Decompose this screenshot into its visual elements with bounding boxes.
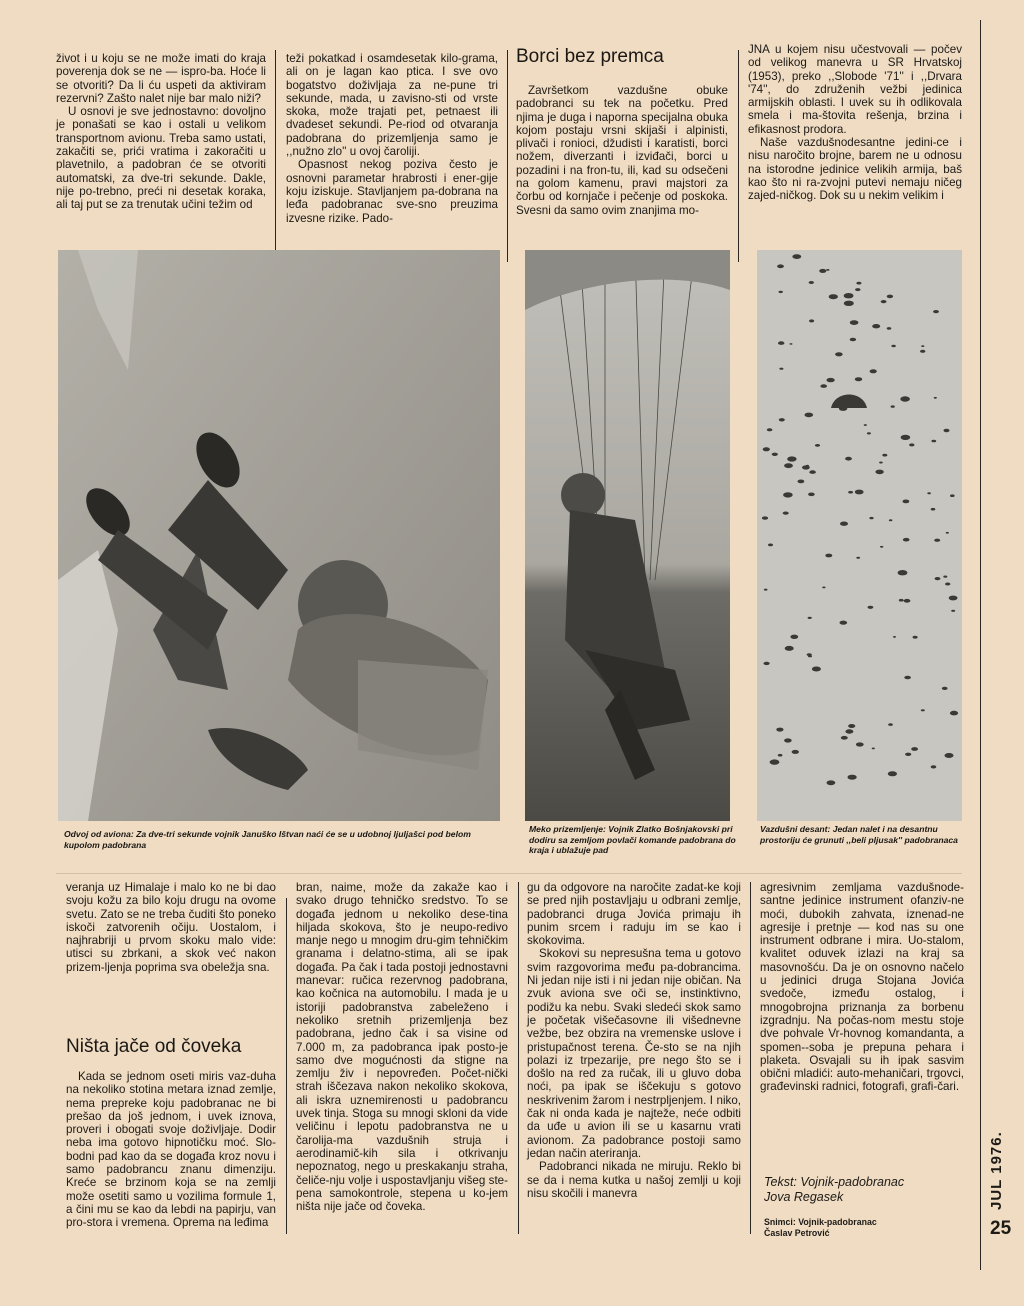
parachute-mark [845, 457, 852, 461]
paragraph: gu da odgovore na naročite zadat-ke koji se pred njih postavljaju u odbrani zemlje, padobranci druga Jovića primaju ih punim srcem i raduju im se kao i skokovima. [527, 881, 741, 948]
margin-rule [980, 20, 981, 1270]
parachute-mark [950, 711, 958, 716]
parachute-mark [869, 517, 873, 519]
parachute-mark [784, 738, 792, 742]
parachute-mark [882, 454, 887, 457]
parachute-mark [841, 736, 848, 740]
parachute-mark [945, 753, 954, 758]
parachute-mark [891, 405, 895, 407]
parachute-mark [779, 291, 783, 293]
parachute-mark [881, 300, 887, 303]
photo-caption-airborne: Vazdušni desant: Jedan nalet i na desantnu prostoriju će grunuti ,,beli pljusak'' padobranaca [760, 824, 958, 845]
top-column-2 [286, 52, 498, 225]
parachute-mark [879, 462, 883, 464]
column-rule [507, 50, 508, 262]
parachute-mark [891, 345, 895, 347]
parachute-mark [783, 492, 793, 497]
parachute-mark [840, 621, 848, 625]
paragraph: agresivnim zemljama vazdušnode-santne jedinice instrument ofanziv-ne moći, dubokih zahvata, iznenad-ne agresije i pretnje — kod nas su one instrument odbrane i mira. Uo-stalom, kvalitet oduvek izlazi na kraj sa masovnošću. Da je on osnovno načelo u jedinici druga Stojana Jovića svedoče, između ostalog, i mnogobrojna priznanja za borbenu izgradnju. Na počas-nom mestu stoje dve pohvale Vr-hovnog komandanta, a spomen--soba je prepuna pehara i plaketa. Osvajali su ih ipak sasvim obični mladići: auto-mehaničari, trgovci, građevinski radnici, fotografi, grafi-čari. [760, 881, 964, 1094]
parachute-mark [825, 554, 832, 558]
parachute-mark [944, 429, 950, 432]
bottom-column-3 [527, 881, 741, 1200]
parachute-mark [827, 780, 836, 785]
parachute-mark [893, 636, 896, 638]
parachute-mark [844, 301, 854, 306]
parachute-mark [820, 384, 827, 388]
parachute-mark [792, 750, 799, 754]
parachute-mark [856, 282, 861, 285]
parachute-mark [911, 747, 918, 751]
photo-credit-line-2: Časlav Petrović [764, 1228, 830, 1238]
parachute-mark [931, 440, 936, 443]
parachute-mark [848, 724, 855, 728]
parachute-mark [909, 443, 914, 446]
parachute-mark [945, 583, 950, 586]
parachute-mark [785, 646, 794, 651]
parachute-mark [931, 508, 936, 511]
parachute-mark [778, 754, 783, 757]
paragraph: Skokovi su nepresušna tema u gotovo svim razgovorima među pa-dobrancima. Ni jedan nije isti i ni jedan nije običan. Na zvuk aviona sve oči se, instinktivno, podižu ka nebu. Svaki sledeći skok samo je početak višečasovne ili višednevne vežbe, bez obzira na vremenske uslove i pristupačnost terena. Če-sto se na njih polazi iz trpezarije, pre nego što se i došlo na red za ručak, ili u gluvo doba noći, pa ipak se iščekuju s gotovo neskrivenim žarom i nestrpljenjem. I niko, čak ni onda kada je najteže, neće odbiti da uđe u avion ili se u kasarnu vrati avionom. Za padobrance postoji samo jedan način ateriranja. [527, 947, 741, 1160]
paragraph: teži pokatkad i osamdesetak kilo-grama, ali on je lagan kao ptica. I sve ovo bogatstvo doživljaja za ne-pune tri sekunde, mada, u zavisno-sti od vrste skoka, može trajati pet, petnaest ili dvadeset sekundi. Pe-riod od otvaranja padobrana do prizemljenja samo je ,,nužno zlo'' u ovoj čaroliji. [286, 52, 498, 159]
bottom-column-1b [66, 1070, 276, 1230]
column-rule [275, 50, 276, 262]
parachute-mark [805, 413, 814, 418]
parachute-mark [942, 687, 948, 690]
column-rule [738, 50, 739, 262]
text-credit [764, 1175, 964, 1205]
parachute-mark [889, 519, 893, 521]
parachute-mark [934, 539, 940, 542]
parachute-mark [935, 577, 941, 580]
parachute-mark [808, 617, 812, 619]
parachute-mark [827, 378, 835, 382]
parachute-mark [770, 759, 780, 764]
parachute-mark [872, 324, 880, 328]
freefall-illustration [58, 250, 500, 821]
parachute-mark [787, 456, 796, 461]
parachute-mark [943, 576, 947, 578]
parachute-mark [888, 723, 893, 726]
parachute-mark [913, 636, 918, 639]
top-column-4 [748, 43, 962, 203]
column-rule [286, 898, 287, 1234]
photo-freefall-jumper [58, 250, 500, 821]
parachute-mark [763, 447, 770, 451]
top-column-3 [516, 84, 728, 217]
section-heading-nista: Ništa jače od čoveka [66, 1036, 242, 1057]
parachute-mark [762, 516, 768, 519]
parachute-mark [921, 345, 924, 347]
bottom-column-1 [66, 881, 276, 974]
parachute-mark [855, 377, 862, 381]
parachute-mark [809, 470, 816, 474]
paragraph: JNA u kojem nisu učestvovali — počev od velikog manevra u SR Hrvatskoj (1953), preko ,,Slobode '71'' i ,,Drvara '74'', do združenih vežbi jedinica armijskih oblasti. I uvek su ih odlikovala smela i ma-štovita rešenja, brzina i efikasnost prodora. [748, 43, 962, 136]
parachute-mark [826, 269, 829, 271]
parachute-mark [767, 428, 773, 431]
photo-landing-paratrooper [525, 250, 730, 821]
parachute-mark [783, 512, 789, 515]
parachute-mark [946, 532, 949, 534]
section-heading-borci: Borci bez premca [516, 46, 664, 67]
paragraph: život i u koju se ne može imati do kraja poverenja dok se ne — ispro-ba. Hoće li se otvoriti? Da li ću uspeti da aktiviram rezervni? Zašto nalet nije bar malo niži? [56, 52, 266, 105]
text-credit-line-2: Jova Regasek [764, 1190, 844, 1204]
parachute-mark [903, 500, 910, 504]
bottom-column-2 [296, 881, 508, 1213]
parachute-mark [856, 557, 860, 559]
photo-caption-landing: Meko prizemljenje: Vojnik Zlatko Bošnjakovski pri dodiru sa zemljom povlači komande padobrana do kraja i ublažuje pad [529, 824, 736, 855]
parachute-mark [850, 320, 859, 325]
parachute-mark [784, 463, 793, 468]
parachute-mark [887, 327, 892, 330]
parachute-mark [845, 729, 853, 733]
parachute-mark [921, 709, 925, 711]
parachute-mark [900, 396, 910, 401]
parachute-mark [844, 293, 854, 298]
parachute-mark [764, 662, 770, 665]
parachute-mark [949, 596, 958, 601]
parachute-mark [920, 350, 925, 353]
parachute-mark [809, 319, 814, 322]
parachute-mark [904, 599, 911, 603]
paragraph: Naše vazdušnodesantne jedini-ce i nisu naročito brojne, barem ne u odnosu na istorodne jedinice velikih armija, baš kao što ni ra-zvojni putevi nemaju ničeg zajed-ničkog. Dok su u nekim velikim i [748, 136, 962, 203]
parachute-mark [872, 748, 875, 750]
photo-credit [764, 1217, 964, 1239]
parachute-mark [868, 606, 874, 609]
parachute-mark [812, 667, 821, 672]
photo-credit-line-1: Snimci: Vojnik-padobranac [764, 1217, 877, 1227]
parachute-mark [776, 728, 783, 732]
parachute-mark [931, 765, 937, 768]
parachute-mark [864, 424, 867, 426]
parachute-mark [855, 288, 860, 291]
parachute-mark [809, 281, 814, 284]
parachute-mark [848, 491, 853, 494]
parachute-mark [904, 676, 911, 680]
column-rule [518, 882, 519, 1234]
parachute-mark [934, 397, 937, 399]
parachute-mark [790, 343, 793, 345]
section-divider [56, 873, 962, 874]
parachute-mark [807, 653, 812, 656]
parachute-mark [840, 522, 848, 526]
paragraph: Padobranci nikada ne miruju. Reklo bi se da i nema kutka u našoj zemlji u koji nisu skočili i manevra [527, 1160, 741, 1200]
paragraph: U osnovi je sve jednostavno: dovoljno je ponašati se kao i ostali u velikom transportnom avionu. Treba samo ustati, zakačiti se, prići vratima i zakoračiti u plavetnilo, a padobran će se otvoriti automatski, za dve-tri sekunde. Dakle, nije po-trebno, preći ni desetak koraka, ali taj put se za trenutak učini težim od [56, 105, 266, 212]
parachute-mark [887, 295, 893, 299]
parachute-mark [806, 465, 809, 467]
parachute-mark [815, 444, 820, 447]
parachute-mark [772, 453, 778, 456]
parachute-mark [779, 418, 785, 421]
parachute-mark [899, 599, 904, 602]
parachute-mark [927, 492, 931, 494]
parachute-mark [888, 771, 897, 776]
photo-airborne-drop [757, 250, 962, 821]
paragraph: Opasnost nekog poziva često je osnovni parametar hrabrosti i ener-gije koju iziskuje. Stavljanjem pa-dobrana na leđa padobranac sve-sno preuzima izvesne rizike. Pado- [286, 158, 498, 225]
paragraph: Kada se jednom oseti miris vaz-duha na nekoliko stotina metara iznad zemlje, nema prepreke koju padobranac ne bi prešao da još jednom, i uvek iznova, proveri i obogati svoje doživljaje. Dodir neba ima gotovo hipnotičku moć. Slo-bodni pad kao da se događa kroz novu i samo padobrancu znanu dimenziju. Kreće se brzinom koja se na zemlji može osetiti samo u vozilima formule 1, a čini mu se kao da lebdi na papirju, van pro-stora i vremena. Oprema na leđima [66, 1070, 276, 1230]
paragraph: veranja uz Himalaje i malo ko ne bi dao svoju kožu za bilo koju drugu na ovome svetu. Zato se ne treba čuditi što poneko iskoči zatvorenih očiju. Uostalom, i najhrabriji u prvom skoku malo vide: utisci su zbrkani, a skok već nakon prizem-ljenja poprima sva obeležja sna. [66, 881, 276, 974]
issue-date: JUL 1976. [988, 1131, 1005, 1210]
parachute-mark [933, 310, 939, 313]
parachute-mark [835, 352, 843, 356]
bottom-column-4 [760, 881, 964, 1094]
top-column-1 [56, 52, 266, 212]
airborne-drop-illustration [757, 250, 962, 821]
column-rule [750, 882, 751, 1234]
paragraph: Završetkom vazdušne obuke padobranci su tek na početku. Pred njima je duga i naporna specijalna obuka kojom postaju vrsni skijaši i alpinisti, plivači i ronioci, džudisti i karatisti, borci nožem, diverzanti i izviđači, borci u pozadini i na fron-tu, ili, kad su odsečeni na golom kamenu, pravi majstori za čorbu od kornjače i pečenje od poskoka. Svesni da samo ovim znanjima mo- [516, 84, 728, 217]
page-number: 25 [990, 1218, 1012, 1239]
parachute-mark [848, 775, 857, 780]
parachute-mark [850, 338, 856, 342]
parachute-mark [901, 435, 911, 440]
parachute-mark [778, 341, 784, 345]
parachute-mark [790, 635, 798, 639]
parachute-mark [819, 269, 826, 273]
parachute-mark [777, 264, 784, 268]
parachute-mark [855, 490, 864, 495]
parachute-mark [822, 587, 825, 589]
parachute-mark [792, 254, 801, 259]
parachute-mark [856, 742, 864, 746]
parachute-mark [903, 538, 910, 542]
parachute-mark [875, 470, 883, 475]
parachute-mark [898, 570, 908, 575]
parachute-mark [951, 610, 955, 612]
parachute-mark [950, 494, 955, 497]
landing-illustration [525, 250, 730, 821]
parachute-mark [779, 368, 783, 370]
parachute-mark [880, 546, 883, 548]
parachute-mark [867, 432, 871, 434]
text-credit-line-1: Tekst: Vojnik-padobranac [764, 1175, 905, 1189]
parachute-mark [808, 493, 815, 497]
parachute-mark [870, 369, 877, 373]
parachute-mark [829, 294, 838, 299]
parachute-mark [764, 589, 768, 591]
paragraph: bran, naime, može da zakaže kao i svako drugo tehničko sredstvo. To se događa jednom u nekoliko dese-tina hiljada skokova, što je neupo-redivo manje nego u mnogim dru-gim tehničkim granama i delatno-stima, ali se ipak događa. Pa čak i tada postoji jednostavni manevar: ručica rezervnog padobrana, kao kočnica na automobilu. I mada je u istoriji padobranstva zabeleženo i nekoliko sretnih prizemljenja bez padobrana, jedno čak i sa visine od 7.000 m, za padobranca ipak posto-je samo dve mogućnosti da stigne na zemlju živ i nepovređen. Počet-nički strah iščezava nakon nekoliko skokova, ali iskra uznemirenosti u padobrancu uvek tinja. Stoga su mnogi skloni da vide veličinu i lepotu padobranstva ne u čarolija-ma vazdušnih struja i aerodinamič-kih sila i otkrivanju nepoznatog, nego u preskakanju straha, čeliče-nju volje i uspostavljanju višeg ste-pena samokontrole, stepena u ko-jem ništa nije jače od čoveka. [296, 881, 508, 1214]
photo-caption-freefall: Odvoj od aviona: Za dve-tri sekunde vojnik Januško Ištvan naći će se u udobnoj ljuljašci pod belom kupolom padobrana [64, 829, 471, 850]
parachute-mark [798, 480, 805, 484]
parachute-mark [768, 544, 773, 547]
parachute-mark [905, 753, 911, 756]
